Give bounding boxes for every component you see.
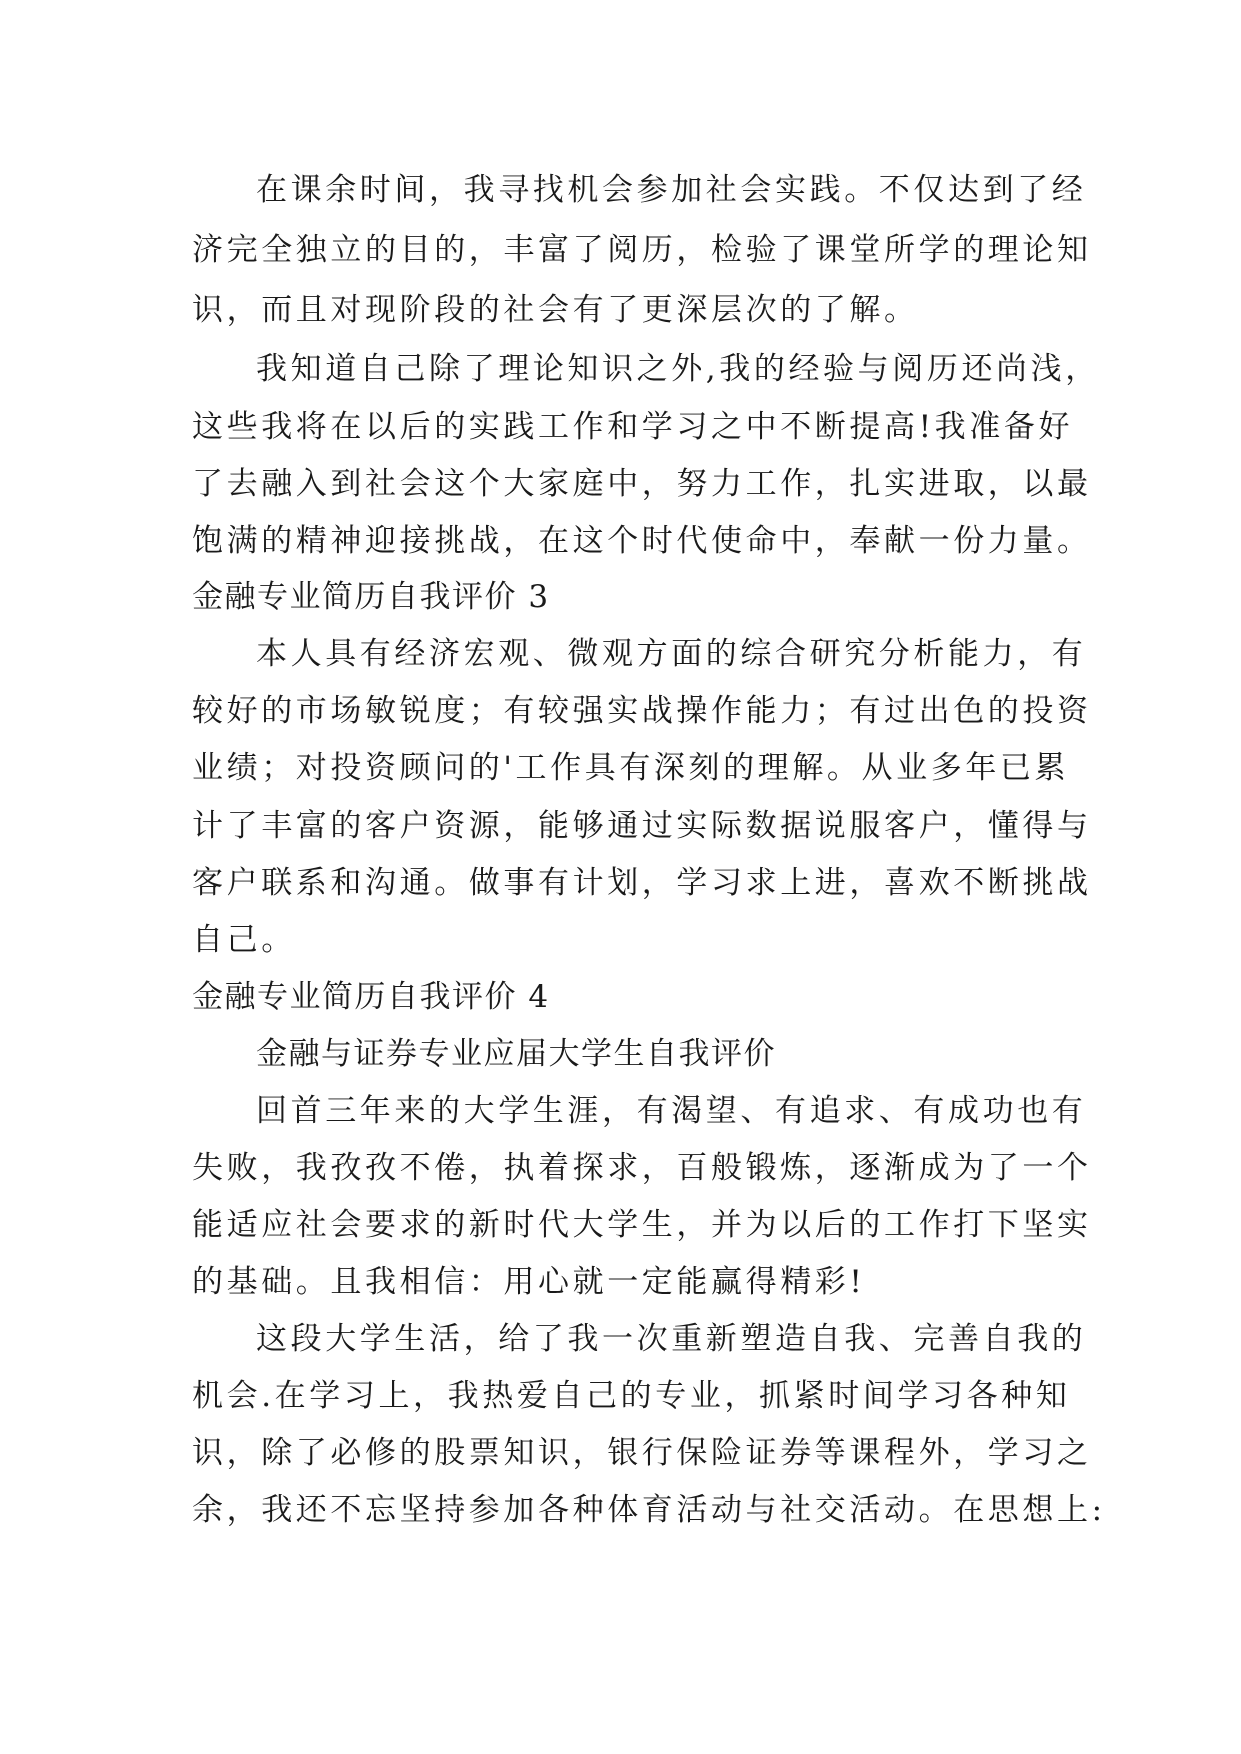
- paragraph-2-line-4: 饱满的精神迎接挑战，在这个时代使命中，奉献一份力量。: [192, 523, 1092, 559]
- paragraph-5-line-1: 这段大学生活，给了我一次重新塑造自我、完善自我的: [256, 1321, 1087, 1357]
- section-heading-4: 金融专业简历自我评价 4: [192, 979, 550, 1015]
- paragraph-2-line-3: 了去融入到社会这个大家庭中，努力工作，扎实进取，以最: [192, 466, 1092, 502]
- paragraph-5-line-2: 机会.在学习上，我热爱自己的专业，抓紧时间学习各种知: [192, 1378, 1071, 1414]
- paragraph-5-line-4: 余，我还不忘坚持参加各种体育活动与社交活动。在思想上:: [192, 1492, 1106, 1528]
- paragraph-4-line-4: 的基础。且我相信：用心就一定能赢得精彩!: [192, 1264, 866, 1300]
- paragraph-3-line-2: 较好的市场敏锐度；有较强实战操作能力；有过出色的投资: [192, 693, 1092, 729]
- paragraph-3-line-3: 业绩；对投资顾问的'工作具有深刻的理解。从业多年已累: [192, 750, 1070, 786]
- paragraph-4-line-2: 失败，我孜孜不倦，执着探求，百般锻炼，逐渐成为了一个: [192, 1150, 1092, 1186]
- section-heading-3: 金融专业简历自我评价 3: [192, 579, 550, 615]
- paragraph-3-line-5: 客户联系和沟通。做事有计划，学习求上进，喜欢不断挑战: [192, 865, 1092, 901]
- paragraph-1-line-3: 识，而且对现阶段的社会有了更深层次的了解。: [192, 292, 919, 328]
- paragraph-5-line-3: 识，除了必修的股票知识，银行保险证券等课程外，学习之: [192, 1435, 1092, 1471]
- subtitle: 金融与证券专业应届大学生自我评价: [256, 1036, 776, 1072]
- paragraph-2-line-2: 这些我将在以后的实践工作和学习之中不断提高!我准备好: [192, 409, 1074, 445]
- paragraph-3-line-6: 自己。: [192, 922, 296, 958]
- paragraph-2-line-1: 我知道自己除了理论知识之外,我的经验与阅历还尚浅，: [256, 351, 1100, 387]
- paragraph-1-line-1: 在课余时间，我寻找机会参加社会实践。不仅达到了经: [256, 172, 1087, 208]
- paragraph-1-line-2: 济完全独立的目的，丰富了阅历，检验了课堂所学的理论知: [192, 232, 1092, 268]
- paragraph-3-line-4: 计了丰富的客户资源，能够通过实际数据说服客户，懂得与: [192, 808, 1092, 844]
- paragraph-4-line-1: 回首三年来的大学生涯，有渴望、有追求、有成功也有: [256, 1093, 1087, 1129]
- paragraph-3-line-1: 本人具有经济宏观、微观方面的综合研究分析能力，有: [256, 636, 1087, 672]
- paragraph-4-line-3: 能适应社会要求的新时代大学生，并为以后的工作打下坚实: [192, 1207, 1092, 1243]
